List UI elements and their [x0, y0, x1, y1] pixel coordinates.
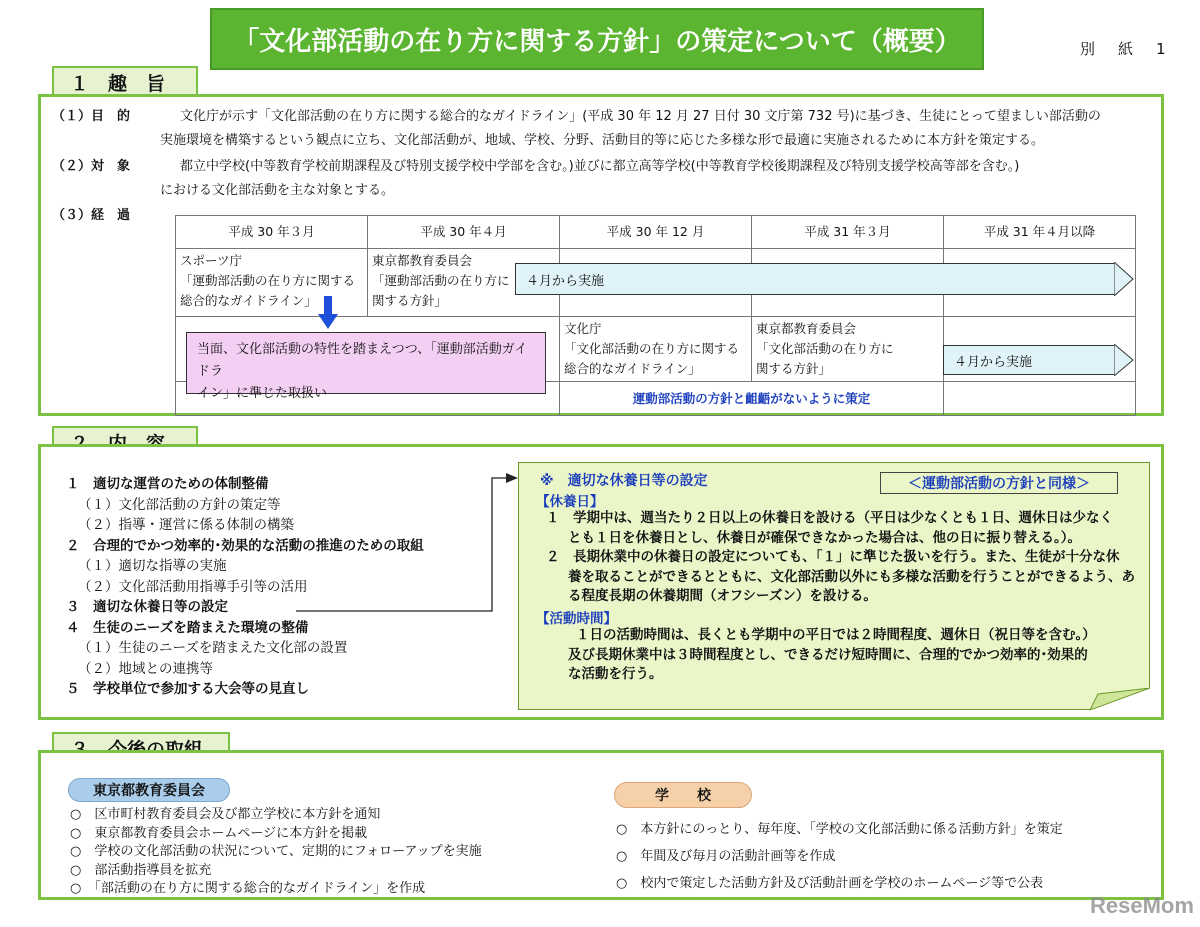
list-item: ○ 校内で策定した活動方針及び活動計画を学校のホームページ等で公表	[616, 876, 1044, 891]
rest-label: 【休養日】	[536, 494, 604, 510]
arrow2-body: ４月から実施	[943, 345, 1115, 375]
timeline-note: 運動部活動の方針と齟齬がないように策定	[560, 382, 944, 416]
culture-agency-cell: 文化庁 「文化部活動の在り方に関する 総合的なガイドライン」	[560, 317, 752, 382]
tokyo-board-cell-2: 東京都教育委員会 「文化部活動の在り方に 関する方針」	[752, 317, 944, 382]
down-arrow-icon	[318, 296, 338, 330]
timeline-header: 平成 30 年 12 月	[560, 216, 752, 249]
list-item: （２）地域との連携等	[78, 660, 213, 677]
attachment-label: 別 紙 1	[1080, 40, 1170, 58]
same-as-badge: ＜運動部活動の方針と同様＞	[880, 472, 1118, 494]
list-item: ○ 学校の文化部活動の状況について、定期的にフォローアップを実施	[70, 844, 482, 859]
list-item: ２ 合理的でかつ効率的･効果的な活動の推進のための取組	[66, 537, 424, 554]
school-items	[616, 816, 1063, 897]
connector-arrow-icon	[296, 470, 520, 618]
time-items: １日の活動時間は、長くとも学期中の平日では２時間程度、週休日（祝日等を含む。） 及び長期休業中は３時間程度とし、できるだけ短時間に、合理的でかつ効率的･効果的 な活動を行う。	[568, 627, 1096, 682]
list-item: （１）適切な指導の実施	[78, 558, 227, 574]
arrow2-head-icon	[1114, 344, 1134, 376]
list-item: （１）生徒のニーズを踏まえた文化部の設置	[78, 640, 348, 656]
list-item: ３ 適切な休養日等の設定	[66, 599, 228, 615]
purpose-line1: 文化庁が示す「文化部活動の在り方に関する総合的なガイドライン」(平成 30 年 12 月 27 日付 30 文庁第 732 号)に基づき、生徒にとって望ましい部活動の	[180, 109, 1101, 124]
list-item: （２）指導・運営に係る体制の構築	[78, 517, 294, 533]
purpose-line2: 実施環境を構築するという観点に立ち、文化部活動が、地域、学校、分野、活動目的等に応じた多様な形で最適に実施されるために本方針を策定する。	[160, 133, 1045, 148]
list-item: ○ 部活動指導員を拡充	[70, 862, 212, 878]
list-item: １ 適切な運営のための体制整備	[66, 476, 269, 492]
detail-heading: ※ 適切な休養日等の設定	[540, 473, 708, 489]
page-curl-icon	[1090, 688, 1150, 712]
list-item: ○ 「部活動の在り方に関する総合的なガイドライン」を作成	[70, 881, 426, 896]
timeline-header: 平成 31 年４月以降	[944, 216, 1136, 249]
interim-box: 当面、文化部活動の特性を踏まえつつ、「運動部活動ガイドラ イン」に準じた取扱い	[186, 332, 546, 394]
arrow1-head-icon	[1114, 262, 1134, 296]
timeline-header: 平成 30 年３月	[176, 216, 368, 249]
tokyo-board-cell-1: 東京都教育委員会 「運動部活動の在り方に 関する方針」	[368, 249, 560, 317]
list-item: ４ 生徒のニーズを踏まえた環境の整備	[66, 619, 309, 636]
list-item: （２）文化部活動用指導手引等の活用	[78, 578, 308, 595]
board-items	[70, 806, 482, 899]
list-item: ５ 学校単位で参加する大会等の見直し	[66, 681, 309, 697]
timeline-header: 平成 30 年４月	[368, 216, 560, 249]
watermark-logo: ReseMom	[1090, 893, 1194, 918]
target-line1: 都立中学校(中等教育学校前期課程及び特別支援学校中学部を含む。)並びに都立高等学校(中等教育学校後期課程及び特別支援学校高等部を含む。)	[180, 159, 1020, 174]
sports-agency-cell: スポーツ庁 「運動部活動の在り方に関する 総合的なガイドライン」	[176, 249, 368, 317]
target-line2: における文化部活動を主な対象とする。	[160, 183, 395, 198]
list-item: ○ 東京都教育委員会ホームページに本方針を掲載	[70, 825, 368, 841]
arrow1-body: ４月から実施	[515, 263, 1115, 295]
board-tag: 東京都教育委員会	[68, 778, 230, 802]
list-item: ○ 本方針にのっとり、毎年度、「学校の文化部活動に係る活動方針」を策定	[616, 822, 1063, 837]
process-label: （３）経 過	[52, 208, 131, 223]
time-label: 【活動時間】	[536, 611, 617, 627]
purpose-label: （１）目 的	[52, 109, 131, 124]
school-tag: 学 校	[614, 782, 752, 808]
page-title: 「文化部活動の在り方に関する方針」の策定について（概要）	[210, 8, 984, 70]
rest-items: １ 学期中は、週当たり２日以上の休養日を設ける（平日は少なくとも１日、週休日は少なく とも１日を休養日とし、休養日が確保できなかった場合は、他の日に振り替える。）。 ２ 長期休業中の休養日の設定についても、「１」に準じた扱いを行う。また、生徒が十分な休 養を取ることができるとともに、文化部活動以外にも多様な活動を行うことができるよう、あ る程度長期の休養期間（オフシーズン）を設ける。	[546, 510, 1135, 604]
list-item: ○ 年間及び毎月の活動計画等を作成	[616, 849, 836, 864]
timeline-header: 平成 31 年３月	[752, 216, 944, 249]
section1-tab: １ 趣 旨	[52, 66, 198, 96]
list-item: （１）文化部活動の方針の策定等	[78, 496, 281, 513]
target-label: （２）対 象	[52, 159, 131, 174]
list-item: ○ 区市町村教育委員会及び都立学校に本方針を通知	[70, 807, 381, 822]
